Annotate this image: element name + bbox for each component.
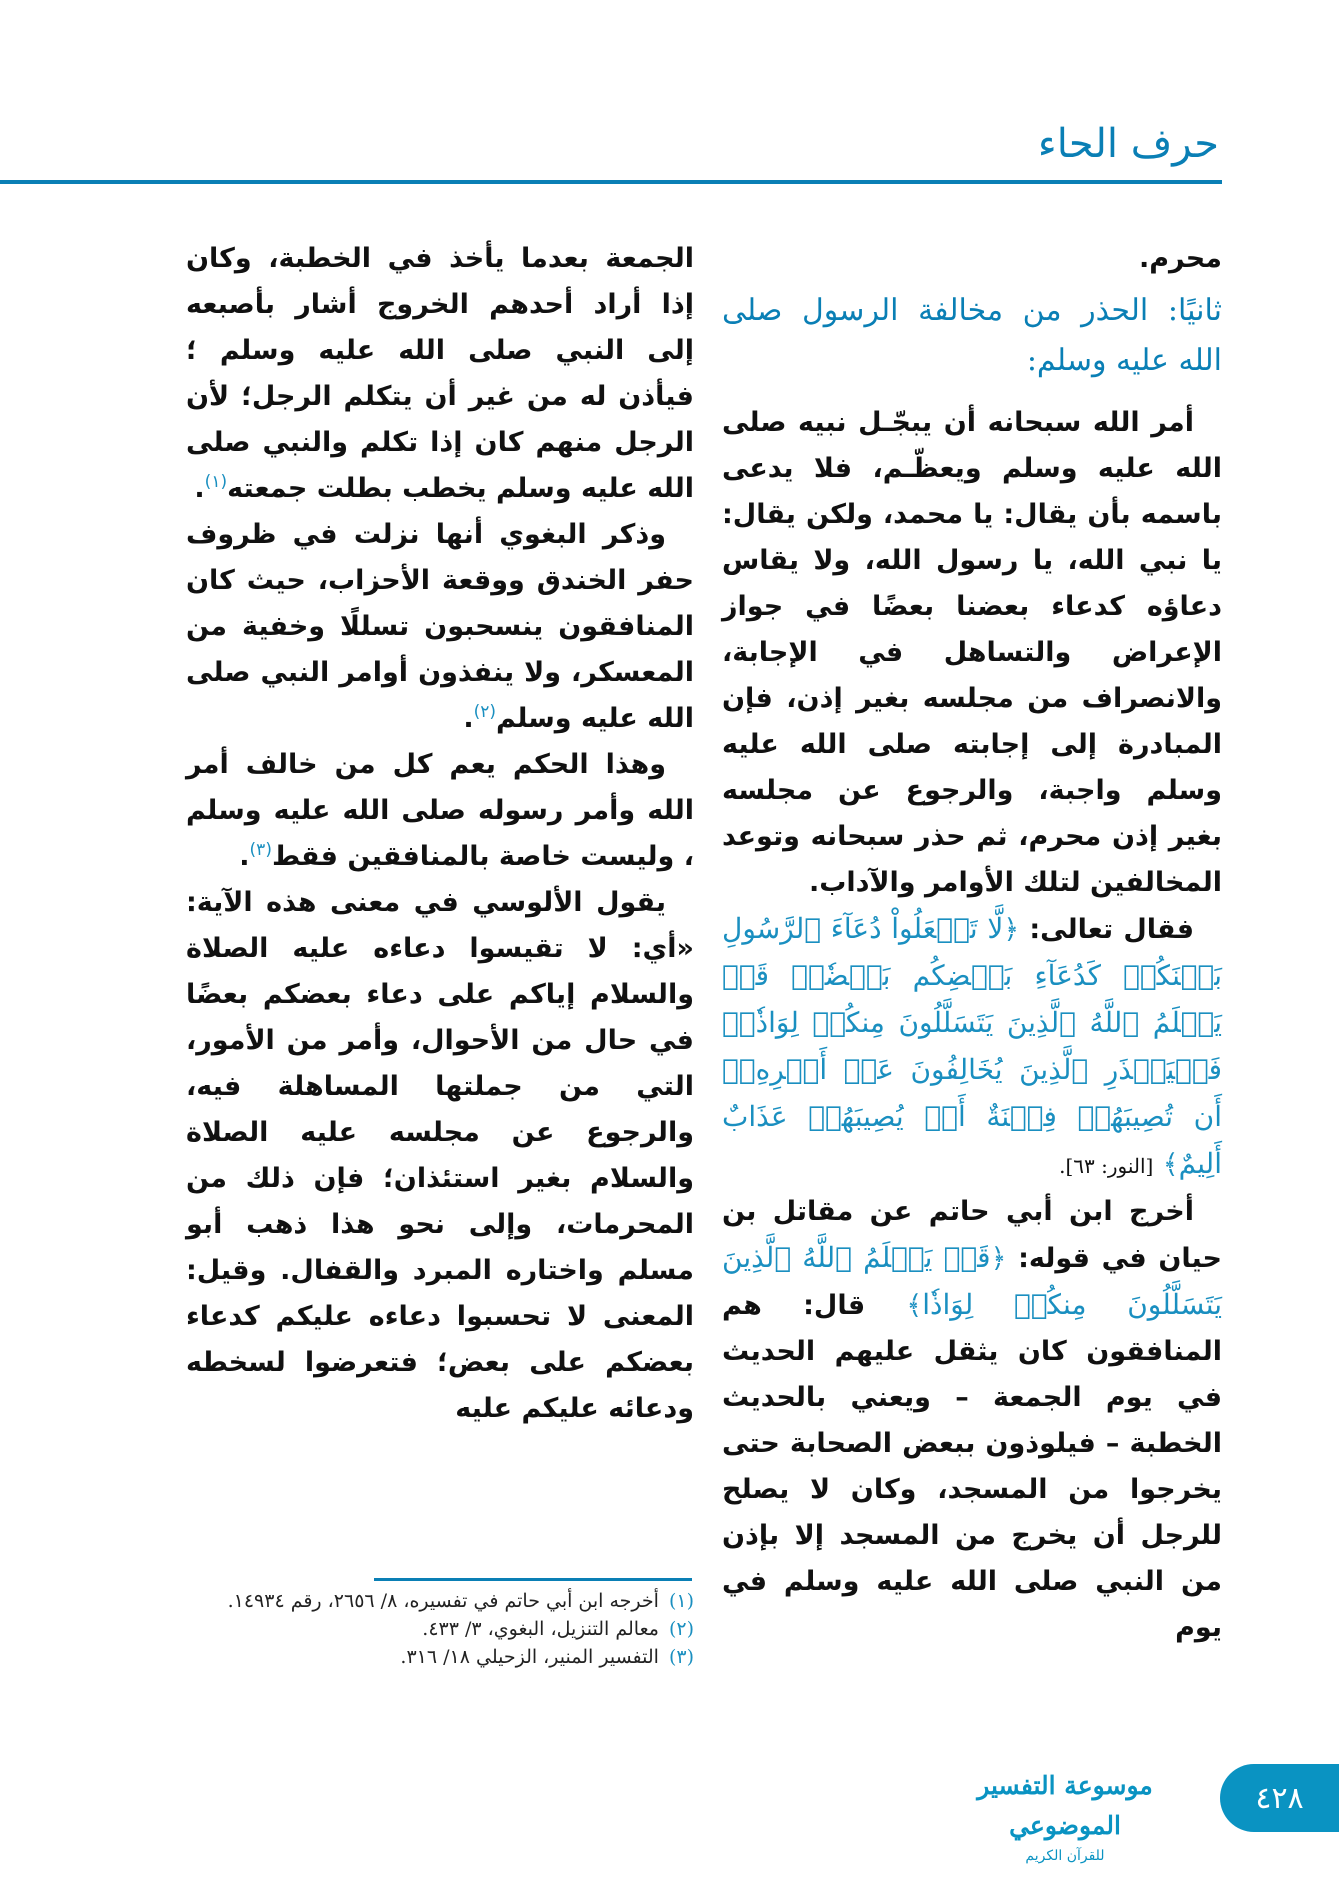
quran-paragraph	[722, 906, 1222, 1189]
quran-bracket-close-icon: ﴾	[1162, 1149, 1179, 1180]
header-divider	[0, 180, 1222, 184]
encyclopedia-logo	[930, 1766, 1200, 1864]
footnote-divider	[374, 1578, 692, 1581]
paragraph-text: أخرج ابن أبي حاتم عن مقاتل بن حيان في قوله:	[722, 1196, 1222, 1274]
footnote-number: (٣)	[668, 1646, 694, 1668]
paragraph-text: الجمعة بعدما يأخذ في الخطبة، وكان إذا أراد أحدهم الخروج أشار بأصبعه إلى النبي صلى الله عليه وسلم ؛ فيأذن له من غير أن يتكلم الرجل؛ لأن الرجل منهم كان إذا تكلم والنبي صلى الله عليه وسلم يخطب بطلت جمعته	[186, 243, 694, 504]
paragraph: أمر الله سبحانه أن يبجّـل نبيه صلى الله عليه وسلم ويعظّـم، فلا يدعى باسمه بأن يقال: يا محمد، ولكن يقال: يا نبي الله، يا رسول الله، ولا يقاس دعاؤه كدعاء بعضنا بعضًا في جواز الإعراض والتساهل في الإجابة، والانصراف من مجلسه بغير إذن، فإن المبادرة إلى إجابته صلى الله عليه وسلم واجبة، والرجوع عن مجلسه بغير إذن محرم، ثم حذر سبحانه وتوعد المخالفين لتلك الأوامر والآداب.	[722, 407, 1222, 898]
footnote-text: أخرجه ابن أبي حاتم في تفسيره، ٨/ ٢٦٥٦، رقم ١٤٩٣٤.	[227, 1590, 659, 1612]
footnote-item	[186, 1616, 694, 1642]
footnote-number: (٢)	[668, 1618, 694, 1640]
quran-bracket-close-icon: ﴾	[906, 1290, 923, 1321]
period: .	[194, 473, 205, 504]
quran-bracket-open-icon: ﴿	[990, 1243, 1007, 1274]
footnote-number: (١)	[668, 1590, 694, 1612]
footnote-text: معالم التنزيل، البغوي، ٣/ ٤٣٣.	[422, 1618, 659, 1640]
paragraph-text: قال: هم المنافقون كان يثقل عليهم الحديث في يوم الجمعة – ويعني بالحديث الخطبة – فيلوذون ببعض الصحابة حتى يخرجوا من المسجد، وكان لا يصلح للرجل أن يخرج من المسجد إلا بإذن من النبي صلى الله عليه وسلم في يوم	[722, 1290, 1222, 1643]
period: .	[239, 841, 250, 872]
paragraph-text: وهذا الحكم يعم كل من خالف أمر الله وأمر رسوله صلى الله عليه وسلم ، وليست خاصة بالمنافقين فقط	[186, 749, 694, 872]
page-number: ٤٢٨	[1255, 1780, 1304, 1816]
page-number-badge	[1220, 1764, 1339, 1832]
paragraph-intro: فقال تعالى:	[1029, 914, 1194, 945]
verse-reference: [النور: ٦٣].	[1059, 1154, 1154, 1178]
footnotes	[186, 1588, 694, 1672]
paragraph: يقول الألوسي في معنى هذه الآية: «أي: لا تقيسوا دعاءه عليه الصلاة والسلام إياكم على دعاء بعضكم بعضًا في حال من الأحوال، وأمر من الأمور، التي من جملتها المساهلة فيه، والرجوع عن مجلسه عليه الصلاة والسلام بغير استئذان؛ فإن ذلك من المحرمات، وإلى نحو هذا ذهب أبو مسلم واختاره المبرد والقفال. وقيل: المعنى لا تحسبوا دعاءه عليكم كدعاء بعضكم على بعض؛ فتعرضوا لسخطه ودعائه عليكم عليه	[186, 887, 694, 1424]
footnote-item	[186, 1644, 694, 1670]
paragraph	[186, 742, 694, 880]
paragraph-text: وذكر البغوي أنها نزلت في ظروف حفر الخندق ووقعة الأحزاب، حيث كان المنافقون ينسحبون تسللًا وخفية من المعسكر، ولا ينفذون أوامر النبي صلى الله عليه وسلم	[186, 519, 694, 734]
section-subheading: ثانيًا: الحذر من مخالفة الرسول صلى الله عليه وسلم:	[722, 293, 1222, 378]
paragraph	[722, 1189, 1222, 1651]
period: .	[463, 703, 474, 734]
left-column	[186, 236, 694, 1432]
footnote-item	[186, 1588, 694, 1614]
chapter-title: حرف الحاء	[1037, 121, 1219, 167]
footnote-marker[interactable]: (٣)	[249, 840, 272, 860]
right-column	[722, 236, 1222, 1651]
footnote-marker[interactable]: (٢)	[473, 702, 497, 722]
footnote-text: التفسير المنير، الزحيلي ١٨/ ٣١٦.	[400, 1646, 659, 1668]
quran-verse: لَّا تَجۡعَلُواْ دُعَآءَ ٱلرَّسُولِ بَيۡنَكُمۡ كَدُعَآءِ بَعۡضِكُم بَعۡضٗاۚ قَدۡ يَعۡلَمُ ٱللَّهُ ٱلَّذِينَ يَتَسَلَّلُونَ مِنكُمۡ لِوَاذٗاۚ فَلۡيَحۡذَرِ ٱلَّذِينَ يُخَالِفُونَ عَنۡ أَمۡرِهِۦٓ أَن تُصِيبَهُمۡ فِتۡنَةٌ أَوۡ يُصِيبَهُمۡ عَذَابٌ أَلِيمٌ	[722, 912, 1222, 1180]
quran-bracket-open-icon: ﴿	[1003, 914, 1020, 945]
paragraph-continuation: محرم.	[1138, 243, 1222, 274]
paragraph	[186, 512, 694, 742]
quran-verse: قَدۡ يَعۡلَمُ ٱللَّهُ ٱلَّذِينَ يَتَسَلَّلُونَ مِنكُمۡ لِوَاذٗا	[722, 1241, 1222, 1321]
logo-subtitle: للقرآن الكريم	[1025, 1848, 1105, 1864]
paragraph	[186, 236, 694, 512]
footnote-marker[interactable]: (١)	[204, 472, 228, 492]
logo-title: موسوعة التفسير الموضوعي	[977, 1771, 1153, 1840]
